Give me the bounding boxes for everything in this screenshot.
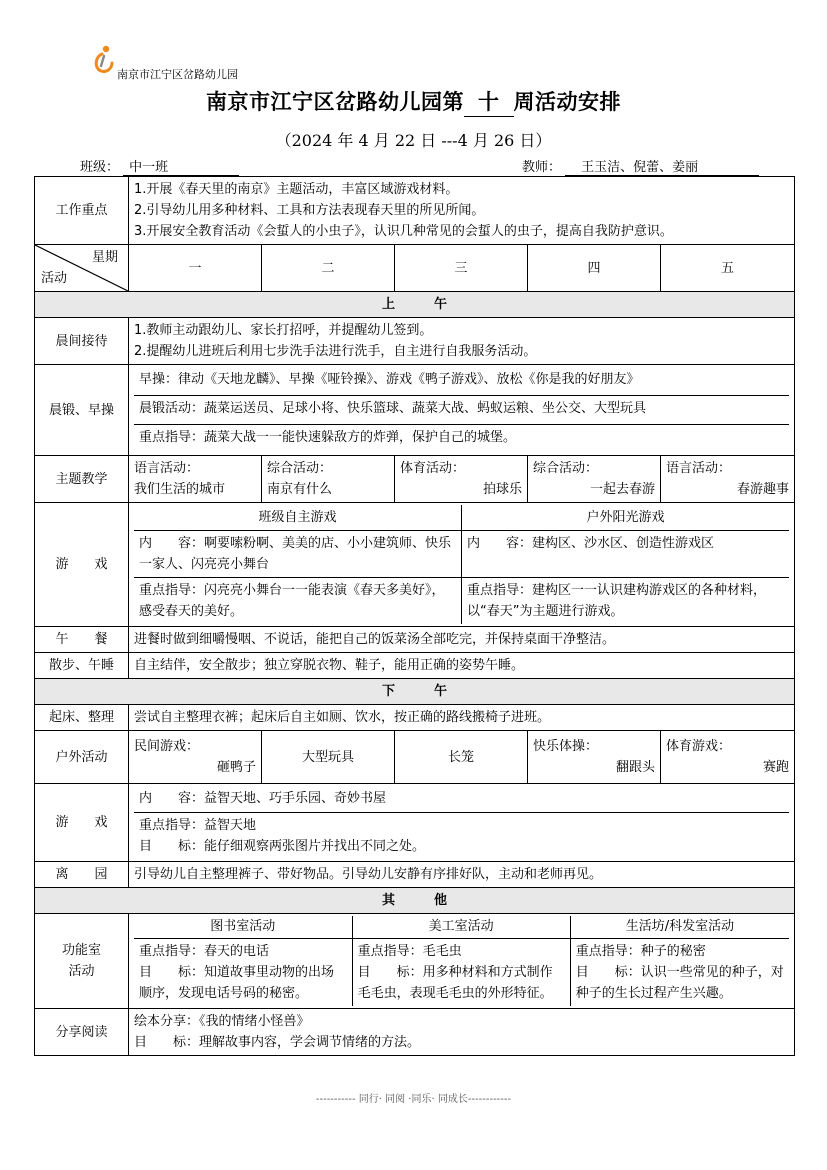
outdoor-game-content: 内 容：建构区、沙水区、创造性游戏区 (462, 531, 790, 578)
outdoor-game-focus: 重点指导：建构区一一认识建构游戏区的各种材料，以“春天”为主题进行游戏。 (467, 583, 767, 619)
school-logo-icon (92, 44, 114, 76)
weekday-tue: 二 (262, 245, 395, 292)
class-game-title: 班级自主游戏 (134, 505, 462, 531)
theme-row (35, 456, 795, 503)
class-value: 中一班 (123, 156, 239, 176)
room-focus: 重点指导：种子的秘密 (575, 944, 706, 959)
reception-row (35, 318, 795, 365)
morning-games-row (35, 503, 795, 627)
function-room-row (35, 914, 795, 1009)
focus-content (129, 177, 795, 245)
nap-content: 自主结伴，安全散步；独立穿脱衣物、鞋子，能用正确的姿势午睡。 (129, 653, 795, 679)
reception-content (129, 318, 795, 365)
title-prefix: 南京市江宁区岔路幼儿园第 (206, 89, 464, 114)
outdoor-label: 户外活动 (35, 731, 129, 784)
morning-games-content (129, 503, 795, 627)
page-footer: ----------- 同行· 同阅 ·同乐· 同成长------------ (315, 1094, 512, 1105)
outdoor-cell (661, 731, 795, 784)
outdoor-type: 体育游戏： (666, 739, 732, 754)
focus-line: 3.开展安全教育活动《会蜇人的小虫子》，认识几种常见的会蜇人的虫子，提高自我防护意识。 (134, 224, 673, 239)
afternoon-games-focus (134, 813, 789, 860)
leave-label: 离 园 (35, 862, 129, 888)
theme-name: 我们生活的城市 (134, 482, 226, 497)
reading-book: 绘本分享：《我的情绪小怪兽》 (134, 1014, 310, 1029)
library-room-title: 图书室活动 (134, 916, 352, 939)
morning-games-label: 游 戏 (35, 503, 129, 627)
other-band: 其 他 (35, 888, 795, 914)
afternoon-band: 下 午 (35, 679, 795, 705)
outdoor-name: 大型玩具 (301, 749, 354, 765)
theme-type: 语言活动： (666, 461, 732, 476)
reading-goal: 目 标：理解故事内容，学会调节情绪的方法。 (134, 1035, 421, 1050)
reception-line: 2.提醒幼儿进班后利用七步洗手法进行洗手，自主进行自我服务活动。 (134, 344, 537, 359)
theme-cell (528, 456, 661, 503)
nap-row (35, 653, 795, 679)
function-room-content (129, 914, 795, 1009)
function-room-label-line: 活动 (68, 964, 95, 979)
outdoor-cell (395, 731, 528, 784)
week-number: 十 (464, 86, 514, 117)
art-room-title: 美工室活动 (352, 916, 570, 939)
theme-type: 语言活动： (134, 461, 200, 476)
reading-row (35, 1009, 795, 1056)
afternoon-games-row (35, 784, 795, 862)
outdoor-name: 砸鸭子 (216, 760, 256, 775)
title-suffix: 周活动安排 (513, 89, 621, 114)
theme-name: 南京有什么 (267, 482, 333, 497)
outdoor-cell (528, 731, 661, 784)
lunch-row (35, 627, 795, 653)
outdoor-name: 赛跑 (763, 760, 790, 775)
reception-line: 1.教师主动跟幼儿、家长打招呼，并提醒幼儿签到。 (134, 323, 433, 338)
weekday-fri: 五 (661, 245, 795, 292)
outdoor-game-title: 户外阳光游戏 (462, 505, 790, 531)
theme-name: 一起去春游 (589, 482, 655, 497)
theme-type: 体育活动： (400, 461, 466, 476)
weekday-thu: 四 (528, 245, 661, 292)
schedule-table (34, 176, 795, 1056)
outdoor-name: 长笼 (447, 749, 474, 765)
teacher-value: 王玉洁、倪蕾、姜丽 (565, 156, 759, 176)
theme-cell (129, 456, 262, 503)
exercise-line: 晨锻活动：蔬菜运送员、足球小将、快乐篮球、蔬菜大战、蚂蚁运粮、坐公交、大型玩具 (134, 396, 789, 425)
class-label: 班级： (80, 160, 120, 175)
teacher-label: 教师： (522, 160, 562, 175)
focus-label: 工作重点 (35, 177, 129, 245)
exercise-line: 早操：律动《天地龙麟》、早操《哑铃操》、游戏《鸭子游戏》、放松《你是我的好朋友》 (134, 367, 789, 396)
theme-cell (661, 456, 795, 503)
morning-band: 上 午 (35, 292, 795, 318)
focus-row (35, 177, 795, 245)
outdoor-cell (262, 731, 395, 784)
wake-content: 尝试自主整理衣裤；起床后自主如厕、饮水，按正确的路线搬椅子进班。 (129, 705, 795, 731)
reception-label: 晨间接待 (35, 318, 129, 365)
weekday-corner-cell (35, 245, 129, 292)
leave-row (35, 862, 795, 888)
teacher-info (522, 156, 759, 176)
class-info (80, 156, 239, 176)
wake-label: 起床、整理 (35, 705, 129, 731)
theme-type: 综合活动： (267, 461, 333, 476)
function-room-label-line: 功能室 (61, 943, 101, 958)
outdoor-row (35, 731, 795, 784)
page-title (0, 86, 827, 117)
afternoon-goal-line: 目 标：能仔细观察两张图片并找出不同之处。 (139, 839, 426, 854)
weekday-header-row (35, 245, 795, 292)
afternoon-games-list: 内 容：益智天地、巧手乐园、奇妙书屋 (134, 786, 789, 813)
school-logo-text: 南京市江宁区岔路幼儿园 (117, 68, 238, 81)
date-range: （2024 年 4 月 22 日 ---4 月 26 日） (275, 131, 552, 150)
outdoor-name: 翻跟头 (615, 760, 655, 775)
room-goal: 目 标：认识一些常见的种子，对种子的生长过程产生兴趣。 (575, 965, 784, 1001)
science-room-title: 生活坊/科发室活动 (570, 916, 789, 939)
corner-top-label: 星期 (91, 250, 118, 265)
afternoon-games-content (129, 784, 795, 862)
theme-cell (262, 456, 395, 503)
reading-content (129, 1009, 795, 1056)
afternoon-focus-line: 重点指导：益智天地 (139, 818, 257, 833)
weekday-mon: 一 (129, 245, 262, 292)
lunch-label: 午 餐 (35, 627, 129, 653)
exercise-line: 重点指导：蔬菜大战一一能快速躲敌方的炸弹，保护自己的城堡。 (139, 430, 517, 445)
class-game-content: 内 容：啊要嗦粉啊、美美的店、小小建筑师、快乐一家人、闪亮亮小舞台 (134, 531, 462, 578)
library-room-detail (134, 939, 352, 1007)
room-focus: 重点指导：毛毛虫 (357, 944, 462, 959)
science-room-detail (570, 939, 789, 1007)
outdoor-cell (129, 731, 262, 784)
room-focus: 重点指导：春天的电话 (139, 944, 270, 959)
exercise-row (35, 365, 795, 456)
theme-name: 春游趣事 (737, 482, 790, 497)
theme-cell (395, 456, 528, 503)
nap-label: 散步、午睡 (35, 653, 129, 679)
reading-label: 分享阅读 (35, 1009, 129, 1056)
focus-line: 2.引导幼儿用多种材料、工具和方法表现春天里的所见所闻。 (134, 203, 485, 218)
room-goal: 目 标：用多种材料和方式制作毛毛虫，表现毛毛虫的外形特征。 (357, 965, 553, 1001)
class-game-focus: 重点指导：闪亮亮小舞台一一能表演《春天多美好》，感受春天的美好。 (134, 578, 462, 625)
focus-line: 1.开展《春天里的南京》主题活动，丰富区域游戏材料。 (134, 182, 459, 197)
leave-content: 引导幼儿自主整理裤子、带好物品。引导幼儿安静有序排好队，主动和老师再见。 (129, 862, 795, 888)
corner-bottom-label: 活动 (41, 271, 68, 286)
exercise-content (129, 365, 795, 456)
lunch-content: 进餐时做到细嚼慢咽、不说话，能把自己的饭菜汤全部吃完，并保持桌面干净整洁。 (129, 627, 795, 653)
theme-name: 拍球乐 (482, 482, 522, 497)
theme-label: 主题教学 (35, 456, 129, 503)
outdoor-type: 民间游戏： (134, 739, 200, 754)
wake-row (35, 705, 795, 731)
weekday-wed: 三 (395, 245, 528, 292)
outdoor-type: 快乐体操： (533, 739, 599, 754)
exercise-label: 晨锻、早操 (35, 365, 129, 456)
art-room-detail (352, 939, 570, 1007)
room-goal: 目 标：知道故事里动物的出场顺序，发现电话号码的秘密。 (139, 965, 335, 1001)
function-room-label (35, 914, 129, 1009)
theme-type: 综合活动： (533, 461, 599, 476)
afternoon-games-label: 游 戏 (35, 784, 129, 862)
